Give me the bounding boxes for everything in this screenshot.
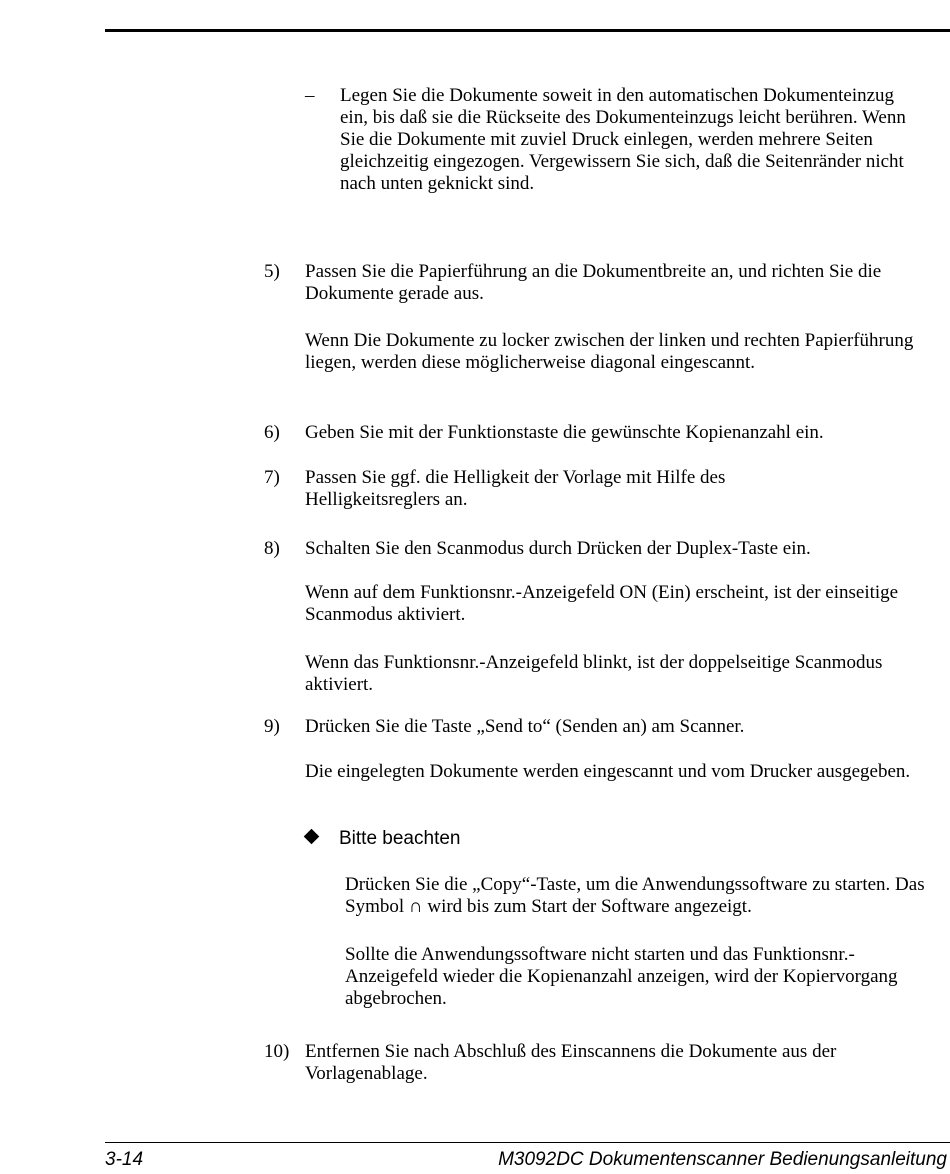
step-text: Drücken Sie die Taste „Send to“ (Senden an) am Scanner. [305, 716, 745, 737]
step-number: 5) [264, 261, 280, 282]
note-heading-text: Bitte beachten [339, 828, 461, 849]
dash-item-text: Legen Sie die Dokumente soweit in den automatischen Dokumenteinzug ein, bis daß sie die Rückseite des Dokumenteinzugs leicht berühren. Wenn Sie die Dokumente mit zuviel Druck einlegen, werden mehrere Seiten gleichzeitig eingezogen. Vergewissern Sie sich, daß die Seitenränder nicht nach unten geknickt sind. [340, 85, 906, 194]
step-8-detail-2: Wenn das Funktionsnr.-Anzeigefeld blinkt, ist der doppelseitige Scanmodus aktiviert. [305, 652, 883, 695]
step-5-detail: Wenn Die Dokumente zu locker zwischen der linken und rechten Papierführung liegen, werden diese möglicherweise diagonal eingescannt. [305, 330, 914, 373]
footer-title: M3092DC Dokumentenscanner Bedienungsanleitung [498, 1149, 947, 1170]
step-text: Entfernen Sie nach Abschluß des Einscannens die Dokumente aus der Vorlagenablage. [305, 1041, 837, 1084]
step-8-detail-1: Wenn auf dem Funktionsnr.-Anzeigefeld ON (Ein) erscheint, ist der einseitige Scanmodus aktiviert. [305, 582, 899, 625]
note-heading [302, 828, 460, 850]
step-number: 7) [264, 467, 280, 488]
step-text: Passen Sie die Papierführung an die Dokumentbreite an, und richten Sie die Dokumente gerade aus. [305, 261, 882, 304]
step-5 [264, 261, 944, 305]
page-number: 3-14 [105, 1149, 144, 1170]
step-10 [264, 1041, 944, 1085]
list-item-dash [305, 85, 915, 195]
step-7 [264, 467, 844, 511]
dash-bullet: – [305, 85, 315, 106]
step-8 [264, 538, 944, 560]
note-paragraph-1: Drücken Sie die „Copy“-Taste, um die Anwendungssoftware zu starten. Das Symbol ∩ wird bis zum Start der Software angezeigt. [345, 874, 925, 917]
step-6 [264, 422, 944, 444]
step-9 [264, 716, 944, 738]
diamond-bullet-icon [304, 829, 320, 845]
header-rule [105, 29, 950, 32]
step-9-detail: Die eingelegten Dokumente werden eingescannt und vom Drucker ausgegeben. [305, 761, 911, 782]
note-paragraph-2: Sollte die Anwendungssoftware nicht starten und das Funktionsnr.-Anzeigefeld wieder die Kopienanzahl anzeigen, wird der Kopiervorgang abgebrochen. [345, 944, 898, 1009]
step-text: Geben Sie mit der Funktionstaste die gewünschte Kopienanzahl ein. [305, 422, 824, 443]
step-text: Passen Sie ggf. die Helligkeit der Vorlage mit Hilfe des Helligkeitsreglers an. [305, 467, 726, 510]
step-number: 10) [264, 1041, 290, 1062]
step-number: 8) [264, 538, 280, 559]
step-number: 6) [264, 422, 280, 443]
footer-rule [105, 1142, 950, 1143]
step-text: Schalten Sie den Scanmodus durch Drücken der Duplex-Taste ein. [305, 538, 811, 559]
step-number: 9) [264, 716, 280, 737]
